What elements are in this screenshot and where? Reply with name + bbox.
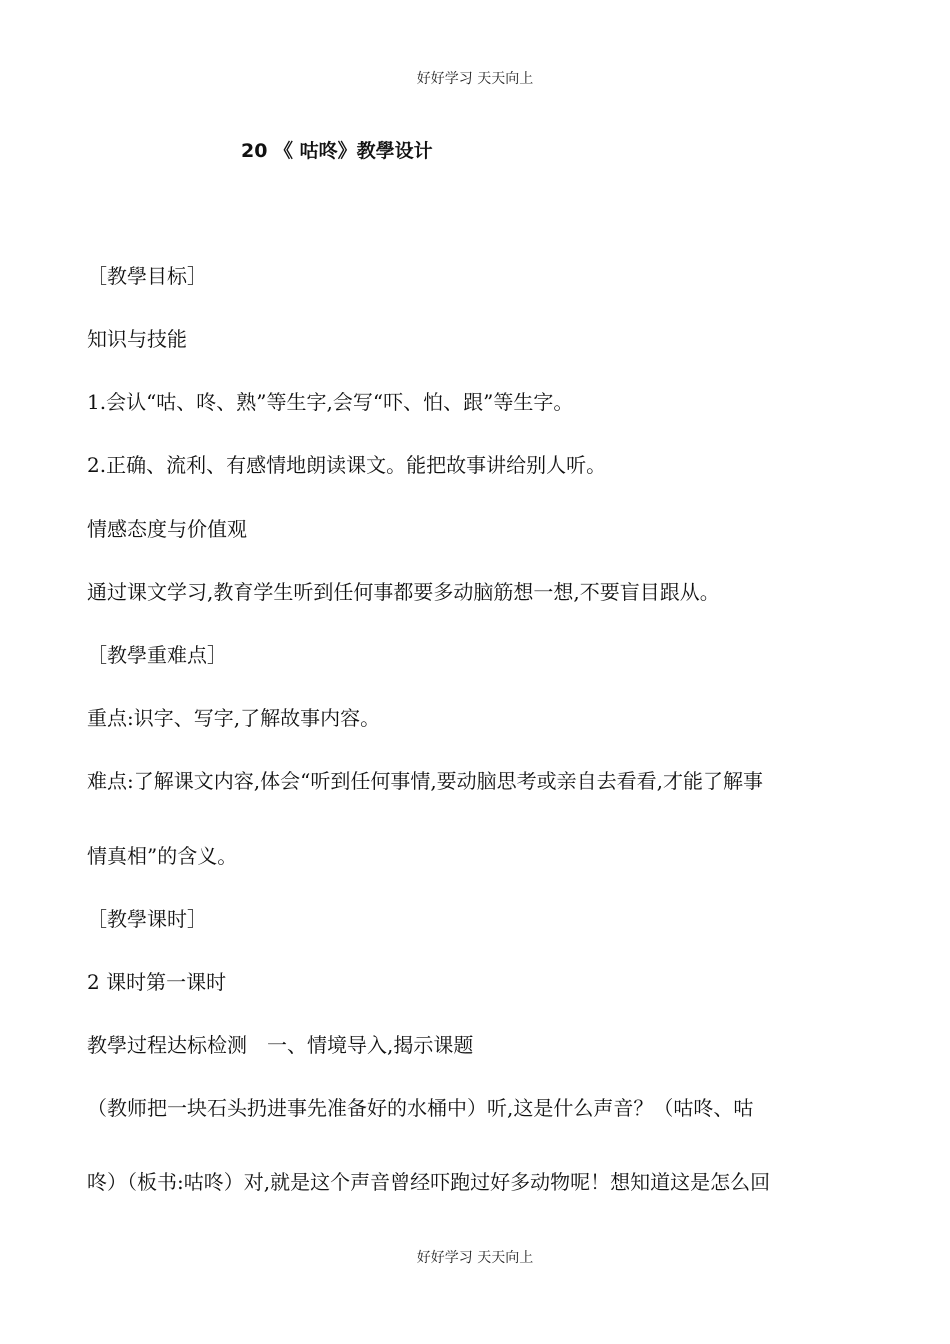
difficulty-text-line-2: 情真相”的含义。: [87, 844, 238, 868]
section-heading-periods: ［教學课时］: [87, 907, 207, 931]
page-header: 好好学习 天天向上: [416, 71, 534, 87]
difficulty-text-line-1: 难点:了解课文内容,体会“听到任何事情,要动脑思考或亲自去看看,才能了解事: [87, 769, 764, 793]
intro-paragraph-line-1: （教师把一块石头扔进事先准备好的水桶中）听,这是什么声音？（咕咚、咕: [87, 1096, 754, 1120]
periods-text: 2 课时第一课时: [87, 970, 227, 994]
page-footer: 好好学习 天天向上: [416, 1250, 534, 1266]
subheading-attitude-values: 情感态度与价值观: [87, 517, 247, 541]
objective-item-2: 2.正确、流利、有感情地朗读课文。能把故事讲给别人听。: [87, 453, 607, 477]
objective-item-1: 1.会认“咕、咚、熟”等生字,会写“吓、怕、跟”等生字。: [87, 390, 574, 414]
section-heading-key-points: ［教學重难点］: [87, 643, 227, 667]
document-title: 20 《 咕咚》教學设计: [241, 140, 433, 162]
key-point-text: 重点:识字、写字,了解故事内容。: [87, 706, 381, 730]
intro-paragraph-line-2: 咚）（板书:咕咚）对,就是这个声音曾经吓跑过好多动物呢！想知道这是怎么回: [87, 1170, 771, 1194]
subheading-knowledge-skills: 知识与技能: [87, 327, 187, 351]
process-heading: 教學过程达标检测 一、情境导入,揭示课题: [87, 1033, 474, 1057]
attitude-paragraph: 通过课文学习,教育学生听到任何事都要多动脑筋想一想,不要盲目跟从。: [87, 580, 720, 604]
section-heading-objectives: ［教學目标］: [87, 264, 207, 288]
